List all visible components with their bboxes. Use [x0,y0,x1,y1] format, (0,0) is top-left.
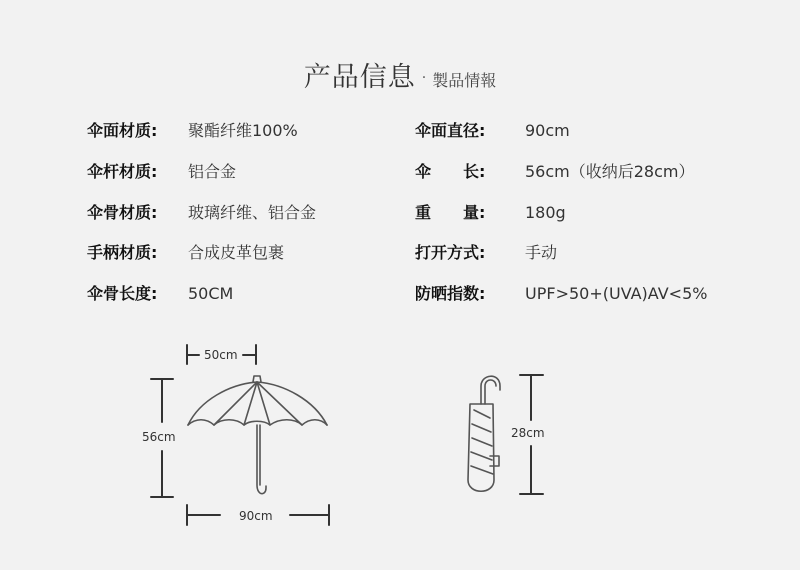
spec-label: 伞骨长度: [87,284,158,303]
spec-value: 玻璃纤维、铝合金 [188,203,317,222]
spec-value: 聚酯纤维100% [188,121,298,140]
rib-length-label: 50cm [204,348,238,362]
spec-label: 伞 长: [415,162,486,181]
spec-label: 打开方式: [415,243,486,262]
spec-label: 伞杆材质: [87,162,158,181]
spec-label: 伞骨材质: [87,203,158,222]
spec-label: 伞面直径: [415,121,486,140]
folded-length-label: 28cm [511,426,545,440]
spec-value: 铝合金 [188,162,237,181]
spec-label: 手柄材质: [87,243,158,262]
spec-value: 手动 [525,243,558,262]
spec-value: 180g [525,203,566,222]
open-width-label: 90cm [239,509,273,523]
spec-value: 50CM [188,284,234,303]
open-height-label: 56cm [142,430,176,444]
spec-value: UPF>50+(UVA)AV<5% [525,284,708,303]
page-title: 产品信息 [303,62,416,93]
title-separator: · [421,70,427,86]
spec-label: 重 量: [415,203,486,222]
page-subtitle: 製品情報 [432,71,497,90]
spec-label: 伞面材质: [87,121,158,140]
folded-umbrella-icon [468,376,500,491]
spec-value: 90cm [525,121,570,140]
open-umbrella-icon [188,376,327,494]
spec-label: 防晒指数: [415,284,486,303]
spec-value: 合成皮革包裹 [188,243,285,262]
spec-value: 56cm（收纳后28cm） [525,162,695,181]
